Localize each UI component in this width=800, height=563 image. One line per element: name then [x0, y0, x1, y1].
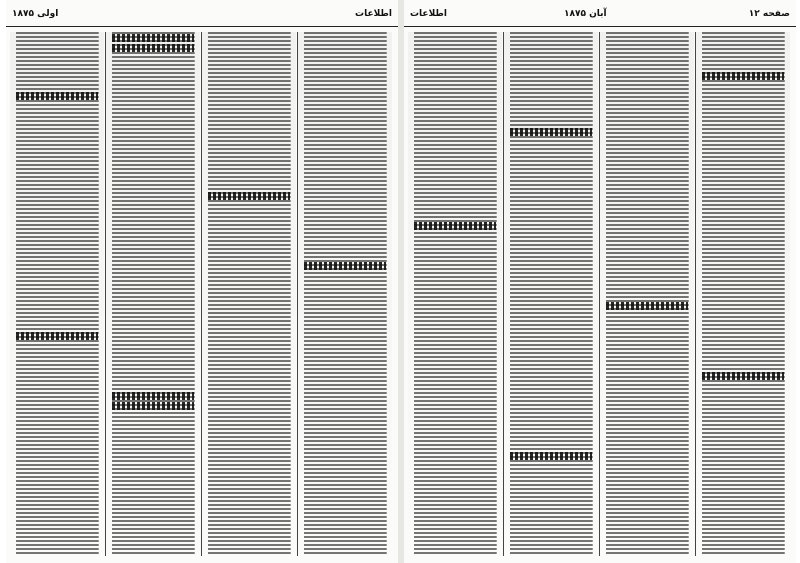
right-page-columns — [408, 32, 792, 556]
column-rule — [297, 32, 298, 556]
bold-heading-line — [112, 402, 194, 410]
column-rule — [695, 32, 696, 556]
left-page-columns — [10, 32, 394, 556]
bold-heading-line — [112, 34, 194, 42]
column-rule — [599, 32, 600, 556]
bold-heading-line — [414, 222, 496, 230]
bold-heading-line — [16, 332, 98, 340]
text-column — [298, 32, 392, 556]
left-page-header-date: اولی ۱۸۷۵ — [12, 9, 59, 19]
text-column — [202, 32, 296, 556]
bold-heading-line — [510, 452, 592, 460]
left-page — [6, 0, 398, 563]
right-page-header-title: اطلاعات — [410, 9, 447, 19]
bold-heading-line — [112, 392, 194, 400]
right-page-header-page-number: صفحه ۱۲ — [748, 9, 790, 19]
column-rule — [503, 32, 504, 556]
bold-heading-line — [510, 128, 592, 136]
bold-heading-line — [208, 192, 290, 200]
text-column — [504, 32, 598, 556]
bold-heading-line — [112, 44, 194, 52]
right-page — [404, 0, 796, 563]
bold-heading-line — [16, 92, 98, 100]
right-page-header — [404, 8, 796, 27]
bold-heading-line — [702, 372, 784, 380]
left-page-header-title: اطلاعات — [355, 9, 392, 19]
column-rule — [105, 32, 106, 556]
text-column — [106, 32, 200, 556]
text-column — [600, 32, 694, 556]
bold-heading-line — [304, 262, 386, 270]
left-page-header — [6, 8, 398, 27]
bold-heading-line — [606, 302, 688, 310]
text-column — [10, 32, 104, 556]
text-column — [408, 32, 502, 556]
right-page-header-date: آبان ۱۸۷۵ — [564, 9, 607, 19]
bold-heading-line — [702, 72, 784, 80]
text-column — [696, 32, 790, 556]
column-rule — [201, 32, 202, 556]
